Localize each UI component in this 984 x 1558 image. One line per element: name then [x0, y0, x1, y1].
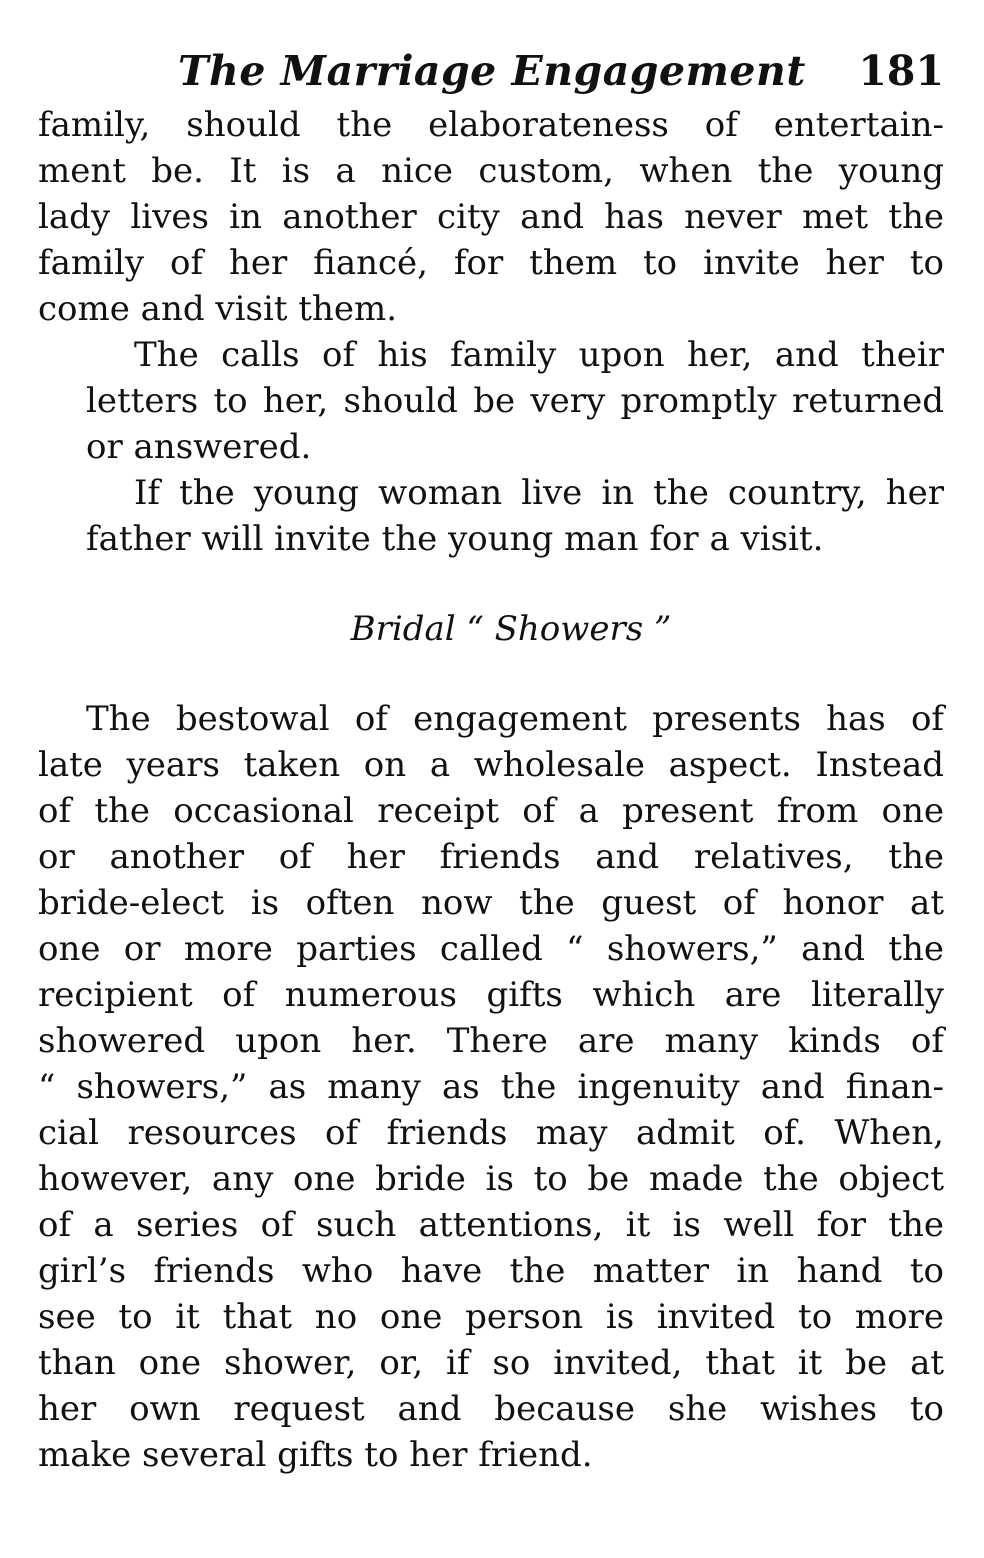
text-line: girl’s friends who have the matter in hand to [38, 1251, 944, 1291]
text-line: see to it that no one person is invited to more [38, 1297, 944, 1337]
running-title: The Marriage Engagement [178, 47, 806, 95]
text-line: of the occasional receipt of a present from one [38, 791, 944, 831]
text-line: cial resources of friends may admit of. When, [38, 1113, 944, 1153]
text-line: family of her fiancé, for them to invite her to [38, 243, 944, 283]
text-line: or answered. [86, 427, 312, 467]
text-line: one or more parties called “ showers,” and the [38, 929, 944, 969]
text-line: letters to her, should be very promptly returned [86, 381, 944, 421]
text-line: than one shower, or, if so invited, that it be at [38, 1343, 944, 1383]
paragraph [38, 102, 944, 332]
paragraph [38, 696, 944, 1478]
text-line: ment be. It is a nice custom, when the young [38, 151, 944, 191]
text-line: late years taken on a wholesale aspect. Instead [38, 745, 944, 785]
text-line: showered upon her. There are many kinds of [38, 1021, 944, 1061]
section-heading: Bridal “ Showers ” [350, 609, 672, 649]
text-line: or another of her friends and relatives, the [38, 837, 944, 877]
text-line: bride-elect is often now the guest of honor at [38, 883, 944, 923]
text-line: however, any one bride is to be made the object [38, 1159, 944, 1199]
text-line: come and visit them. [38, 289, 398, 329]
text-line: recipient of numerous gifts which are literally [38, 975, 944, 1015]
paragraph [38, 470, 944, 562]
text-line: her own request and because she wishes to [38, 1389, 944, 1429]
text-line: The calls of his family upon her, and their [134, 335, 944, 375]
page-number: 181 [858, 47, 944, 95]
running-head [38, 40, 944, 102]
text-line: “ showers,” as many as the ingenuity and finan- [38, 1067, 944, 1107]
text-line: make several gifts to her friend. [38, 1435, 593, 1475]
text-line: lady lives in another city and has never met the [38, 197, 944, 237]
text-line: If the young woman live in the country, her [134, 473, 944, 513]
paragraph [38, 332, 944, 470]
text-line: The bestowal of engagement presents has of [86, 699, 944, 739]
text-line: father will invite the young man for a visit. [86, 519, 824, 559]
text-line: of a series of such attentions, it is well for the [38, 1205, 944, 1245]
book-page [38, 40, 944, 1530]
text-line: family, should the elaborateness of entertain- [38, 105, 944, 145]
